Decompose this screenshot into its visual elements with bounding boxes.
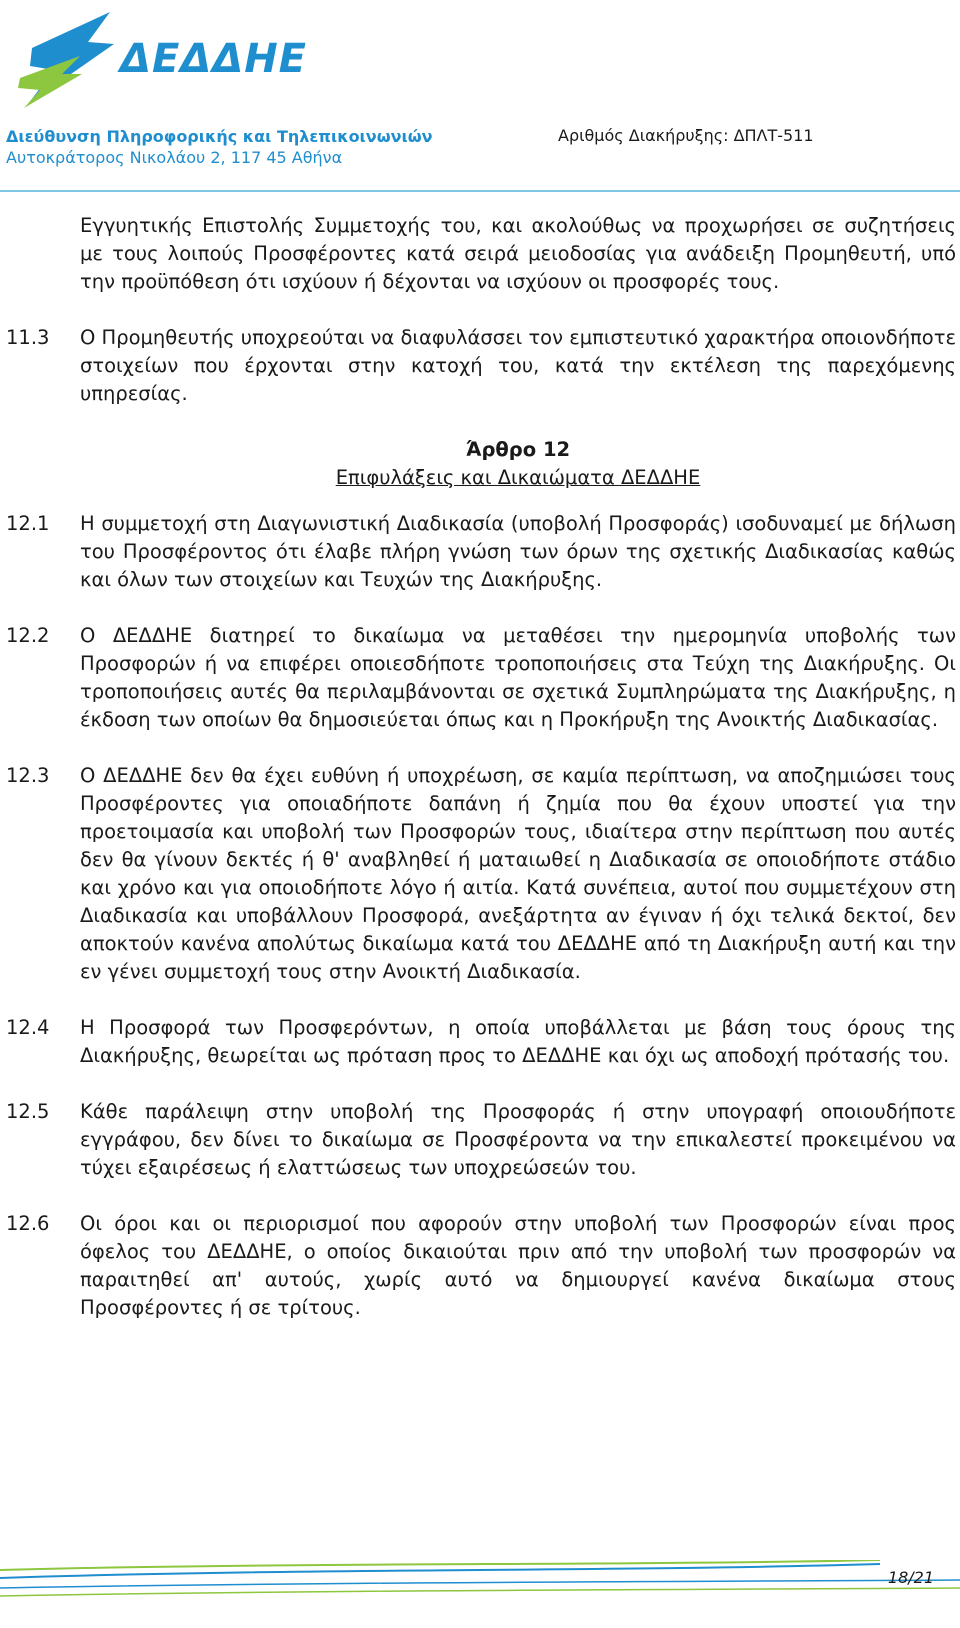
announcement-number: Αριθμός Διακήρυξης: ΔΠΛΤ-511 [558,126,814,145]
clause-text: Η Προσφορά των Προσφερόντων, η οποία υποβάλλεται με βάση τους όρους της Διακήρυξης, θεωρείται ως πρόταση προς το ΔΕΔΔΗΕ και όχι ως αποδοχή πρότασής του. [80,1016,956,1067]
clause-number: 12.2 [6,624,50,647]
intro-paragraph [6,212,956,296]
clause-11-3 [6,324,956,408]
clause-text: Οι όροι και οι περιορισμοί που αφορούν στην υποβολή των Προσφορών είναι προς όφελος του ΔΕΔΔΗΕ, ο οποίος δικαιούται πριν από την υποβολή των προσφορών να παραιτηθεί απ' αυτούς, χωρίς αυτό να δημιουργεί κανένα δικαίωμα στους Προσφέροντες ή σε τρίτους. [80,1212,956,1319]
clause-12-4 [6,1014,956,1070]
clause-text: Ο ΔΕΔΔΗΕ δεν θα έχει ευθύνη ή υποχρέωση, σε καμία περίπτωση, να αποζημιώσει τους Προσφέροντες για οποιαδήποτε δαπάνη ή ζημία που θα έχουν υποστεί για την προετοιμασία και υποβολή των Προσφορών τους, ιδιαίτερα στην περίπτωση που αυτές δεν θα γίνουν δεκτές ή θ' αναβληθεί ή ματαιωθεί η Διαδικασία σε οποιοδήποτε στάδιο και χρόνο και για οποιοδήποτε λόγο ή αιτία. Κατά συνέπεια, αυτοί που συμμετέχουν στη Διαδικασία και υποβάλλουν Προσφορά, ανεξάρτητα αν έγιναν ή όχι τελικά δεκτοί, δεν αποκτούν κανένα απολύτως δικαίωμα κατά του ΔΕΔΔΗΕ από τη Διακήρυξη αυτή και την εν γένει συμμετοχή τους στην Ανοικτή Διαδικασία. [80,764,956,983]
clause-text: Ο ΔΕΔΔΗΕ διατηρεί το δικαίωμα να μεταθέσει την ημερομηνία υποβολής των Προσφορών ή να επιφέρει οποιεσδήποτε τροποποιήσεις στα Τεύχη της Διακήρυξης. Οι τροποποιήσεις αυτές θα περιλαμβάνονται σε σχετικά Συμπληρώματα της Διακήρυξης, η έκδοση των οποίων θα δημοσιεύεται όπως και η Προκήρυξη της Ανοικτής Διαδικασίας. [80,624,956,731]
clause-12-2 [6,622,956,734]
clause-text: Ο Προμηθευτής υποχρεούται να διαφυλάσσει τον εμπιστευτικό χαρακτήρα οποιονδήποτε στοιχείων που έρχονται στην κατοχή του, κατά την εκτέλεση της παρεχόμενης υπηρεσίας. [80,326,957,405]
intro-text: Εγγυητικής Επιστολής Συμμετοχής του, και ακολούθως να προχωρήσει σε συζητήσεις με τους λοιπούς Προσφέροντες κατά σειρά μειοδοσίας για ανάδειξη Προμηθευτή, υπό την προϋπόθεση ότι ισχύουν ή δέχονται να ισχύουν οι προσφορές τους. [80,214,956,293]
org-address: Αυτοκράτορος Νικολάου 2, 117 45 Αθήνα [6,148,343,167]
header-organization [6,126,433,168]
clause-number: 12.1 [6,512,50,535]
article-title: Άρθρο 12 [465,438,571,461]
logo-text: ΔΕΔΔΗΕ [120,36,307,82]
clause-number: 12.5 [6,1100,50,1123]
clause-12-5 [6,1098,956,1182]
header-divider [0,190,960,192]
clause-12-1 [6,510,956,594]
article-heading [80,436,956,492]
logo-bolt-icon [10,8,120,108]
clause-text: Κάθε παράλειψη στην υποβολή της Προσφοράς ή στην υπογραφή οποιουδήποτε εγγράφου, δεν δίνει το δικαίωμα σε Προσφέροντα να την επικαλεστεί προκειμένου να τύχει εξαιρέσεως ή ελαττώσεως των υποχρεώσεών του. [80,1100,956,1179]
article-subtitle: Επιφυλάξεις και Δικαιώματα ΔΕΔΔΗΕ [335,466,701,489]
clause-number: 12.6 [6,1212,50,1235]
clause-number: 12.3 [6,764,50,787]
clause-12-3 [6,762,956,986]
document-body [6,212,956,1350]
company-logo [10,8,310,118]
clause-number: 12.4 [6,1016,50,1039]
page-number: 18/21 [887,1568,934,1587]
clause-number: 11.3 [6,326,50,349]
clause-12-6 [6,1210,956,1322]
clause-text: Η συμμετοχή στη Διαγωνιστική Διαδικασία (υποβολή Προσφοράς) ισοδυναμεί με δήλωση του Προσφέροντος ότι έλαβε πλήρη γνώση των όρων της σχετικής Διαδικασίας καθώς και όλων των στοιχείων και Τευχών της Διακήρυξης. [80,512,956,591]
org-name: Διεύθυνση Πληροφορικής και Τηλεπικοινωνιών [6,127,433,146]
footer-decoration [0,1560,960,1620]
